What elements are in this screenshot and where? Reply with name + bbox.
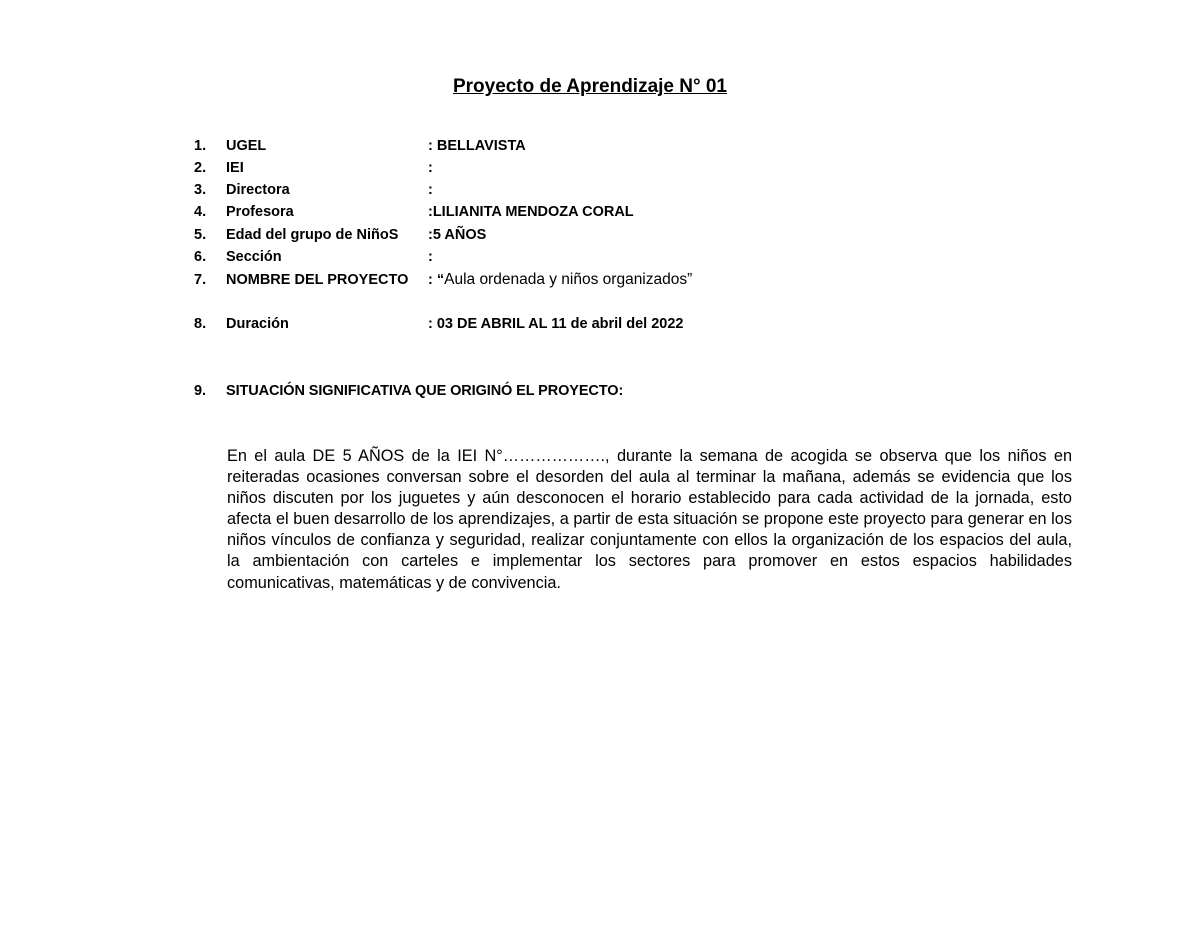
field-value-prefix: : “ bbox=[428, 272, 445, 288]
field-number: 8. bbox=[194, 316, 207, 332]
field-value: : BELLAVISTA bbox=[428, 138, 526, 154]
field-number: 6. bbox=[194, 249, 207, 265]
situation-paragraph: En el aula DE 5 AÑOS de la IEI N°………………., durante la semana de acogida se observa que los niños en reiteradas ocasiones conversan sobre el desorden del aula al terminar la mañana, además se evidencia que los niños discuten por los juguetes y aún desconocen el horario establecido para cada actividad de la jornada, esto afecta el buen desarrollo de los aprendizajes, a partir de esta situación se propone este proyecto para generar en los niños vínculos de confianza y seguridad, realizar conjuntamente con ellos la organización de los espacios del aula, la ambientación con carteles e implementar los sectores para promover en estos espacios habilidades comunicativas, matemáticas y de convivencia. bbox=[227, 447, 1072, 592]
field-label: Sección bbox=[226, 249, 282, 265]
field-number: 2. bbox=[194, 160, 207, 176]
field-label: Directora bbox=[226, 182, 290, 198]
document-title: Proyecto de Aprendizaje N° 01 bbox=[452, 76, 728, 97]
field-value: : bbox=[428, 160, 433, 176]
section-number: 9. bbox=[194, 383, 206, 399]
field-number: 7. bbox=[194, 272, 207, 288]
field-value bbox=[428, 269, 692, 291]
field-label: Edad del grupo de NiñoS bbox=[226, 227, 399, 243]
field-number: 1. bbox=[194, 138, 207, 154]
field-value: : 03 DE ABRIL AL 11 de abril del 2022 bbox=[428, 316, 684, 332]
field-label: Duración bbox=[226, 316, 289, 332]
project-name: Aula ordenada y niños organizados” bbox=[444, 271, 693, 288]
field-number: 3. bbox=[194, 182, 207, 198]
field-label: IEI bbox=[226, 160, 244, 176]
section-heading: SITUACIÓN SIGNIFICATIVA QUE ORIGINÓ EL PROYECTO: bbox=[226, 383, 624, 399]
document-title-block bbox=[0, 76, 1180, 98]
field-number: 5. bbox=[194, 227, 207, 243]
field-label: NOMBRE DEL PROYECTO bbox=[226, 272, 409, 288]
field-number: 4. bbox=[194, 204, 207, 220]
field-label: Profesora bbox=[226, 204, 294, 220]
field-label: UGEL bbox=[226, 138, 267, 154]
field-value: :LILIANITA MENDOZA CORAL bbox=[428, 204, 634, 220]
field-value: : bbox=[428, 182, 433, 198]
field-value: : bbox=[428, 249, 433, 265]
field-value: :5 AÑOS bbox=[428, 227, 487, 243]
